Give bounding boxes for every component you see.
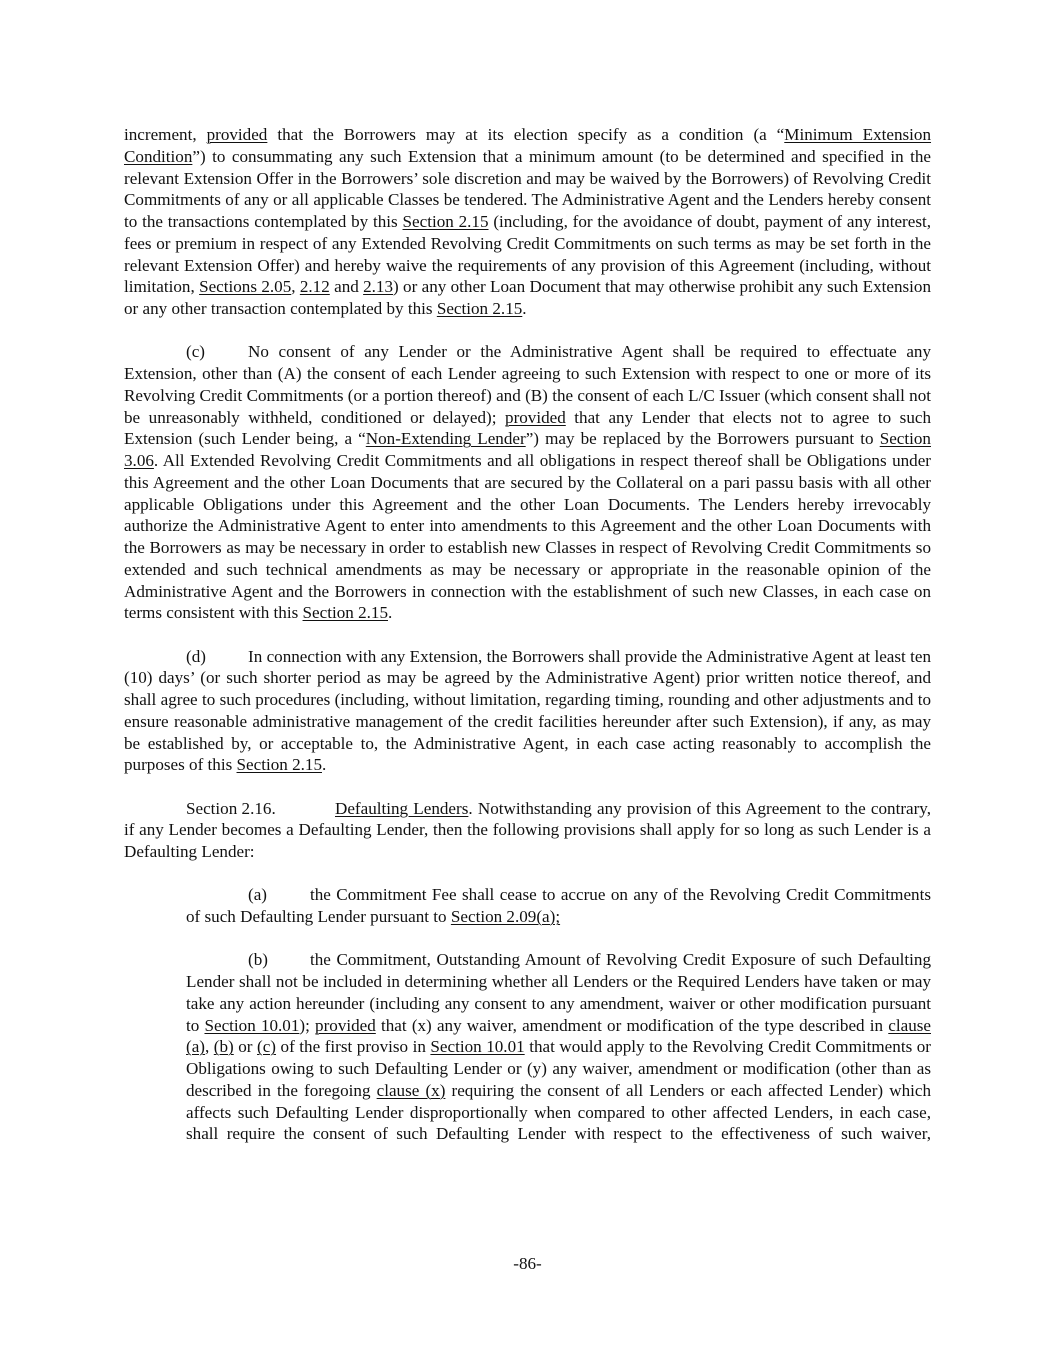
clause-label: (a) [248, 885, 267, 905]
text: that (x) any waiver, amendment or modification of the type described in [375, 1015, 889, 1035]
text: . All Extended Revolving Credit Commitments and all obligations in respect thereof shall be Obligations under this Agreement and the other Loan Documents that are secured by the Collateral on a pari passu basis with all other applicable Obligations under this Agreement and the other Loan Documents. The Lenders hereby irrevocably authorize the Administrative Agent to enter into amendments to this Agreement and the other Loan Documents with the Borrowers as may be necessary in order to establish new Classes in respect of Revolving Credit Commitments so extended and such technical amendments as may be necessary or appropriate in the reasonable opinion of the Administrative Agent and the Borrowers in connection with the establishment of such new Classes, in each case on terms consistent with this [124, 451, 931, 623]
text: requiring the consent of all Lenders or each affected Lender) which affects such Defaulting Lender disproportionally when compared to other affected Lenders, in each case, shall require the consent of such Defaulting Lender with respect to the effectiveness of such waiver, [186, 1080, 931, 1144]
text: . [522, 299, 527, 318]
clause-reference: (b) [213, 1037, 234, 1057]
text: increment, [124, 125, 207, 144]
text: No consent of any Lender or the Administrative Agent shall be required to effectuate any Extension, other than (A) the consent of each Lender agreeing to such Extension with respect to one or more of its Revolving Credit Commitments (or a portion thereof) and (B) the consent of each L/C Issuer (which consent shall not be unreasonably withheld, conditioned or delayed); [124, 342, 931, 427]
text: ”) to consummating any such Extension that a minimum amount (to be determined and specified in the relevant Extension Offer in the Borrowers’ sole discretion and may be waived by the Borrowers) of Revolving Credit Commitments of any or all applicable Classes be tendered. The Administrative Agent and the Lenders hereby consent to the transactions contemplated by this [124, 146, 931, 231]
section-reference: Section 2.09(a); [450, 907, 561, 926]
term-provided: provided [505, 407, 566, 427]
clause-reference: clause (a) [186, 1015, 931, 1057]
text: ); [299, 1015, 316, 1035]
text: In connection with any Extension, the Borrowers shall provide the Administrative Agent at least ten (10) days’ (or such shorter period as may be agreed by the Administrative Agent) prior written notice thereof, and shall agree to such procedures (including, without limitation, regarding timing, rounding and other adjustments and to ensure reasonable administrative management of the credit facilities hereunder after such Extension), if any, as may be established by, or acceptable to, the Administrative Agent, in each case acting reasonably to accomplish the purposes of this [124, 646, 931, 775]
section-reference: Section 10.01 [204, 1015, 300, 1035]
term-provided: provided [206, 125, 268, 144]
clause-label: (b) [248, 950, 268, 970]
clause-label: (d) [186, 646, 206, 666]
clause-reference: clause (x) [376, 1080, 446, 1100]
text: ) or any other Loan Document that may otherwise prohibit any such Extension or any other transaction contemplated by this [124, 277, 931, 318]
text: , [204, 1037, 214, 1057]
clause-reference: (c) [257, 1037, 277, 1057]
section-reference: Sections 2.05 [199, 277, 292, 297]
text: that the Borrowers may at its election specify as a condition (a “ [267, 125, 785, 144]
section-reference: Section 2.15 [436, 299, 523, 318]
document-page [124, 124, 931, 1167]
section-reference: Section 10.01 [430, 1037, 525, 1057]
paragraph-a-defaulting [186, 884, 931, 928]
text: . Notwithstanding any provision of this Agreement to the contrary, if any Lender becomes a Defaulting Lender, then the following provisions shall apply for so long as such Lender is a Defaulting Lender: [124, 798, 931, 861]
section-reference: Section 2.15 [236, 755, 322, 775]
term-provided: provided [315, 1015, 376, 1035]
text: or [233, 1037, 258, 1057]
text: and [329, 277, 364, 297]
paragraph-d [124, 646, 931, 777]
section-reference: Section 2.15 [402, 212, 489, 231]
paragraph-b-defaulting [186, 949, 931, 1145]
text: of the first proviso in [276, 1037, 431, 1057]
text: . [322, 755, 327, 775]
clause-label: (c) [186, 342, 205, 362]
defined-term-minimum-extension-condition: Minimum Extension Condition [124, 125, 932, 166]
text: the Commitment Fee shall cease to accrue on any of the Revolving Credit Commitments of such Defaulting Lender pursuant to [186, 885, 931, 926]
text: that would apply to the Revolving Credit Commitments or Obligations owing to such Defaulting Lender or (y) any waiver, amendment or modification (other than as described in the foregoing [186, 1037, 931, 1100]
text: . [388, 603, 393, 623]
paragraph-extension-condition [124, 124, 931, 320]
text: (including, for the avoidance of doubt, payment of any interest, fees or premium in respect of any Extended Revolving Credit Commitments on such terms as may be set forth in the relevant Extension Offer) and hereby waive the requirements of any provision of this Agreement (including, without limitation, [124, 212, 931, 297]
text: the Commitment, Outstanding Amount of Revolving Credit Exposure of such Defaulting Lender shall not be included in determining whether all Lenders or the Required Lenders have taken or may take any action hereunder (including any consent to any amendment, waiver or other modification pursuant to [186, 950, 931, 1035]
section-reference: 2.12 [299, 277, 330, 297]
text: , [291, 277, 300, 297]
section-label: Section 2.16. [186, 798, 276, 818]
text: ”) may be replaced by the Borrowers pursuant to [525, 429, 880, 449]
page-number: -86- [513, 1254, 542, 1273]
section-reference: Section 2.15 [302, 603, 388, 623]
section-reference: Section 3.06 [124, 429, 931, 470]
text: that any Lender that elects not to agree to such Extension (such Lender being, a “ [124, 407, 931, 449]
section-reference: 2.13 [363, 277, 394, 297]
section-2-16 [124, 798, 931, 863]
defined-term-non-extending-lender: Non-Extending Lender [365, 429, 526, 449]
section-heading: Defaulting Lenders [335, 798, 469, 818]
paragraph-c [124, 341, 931, 624]
